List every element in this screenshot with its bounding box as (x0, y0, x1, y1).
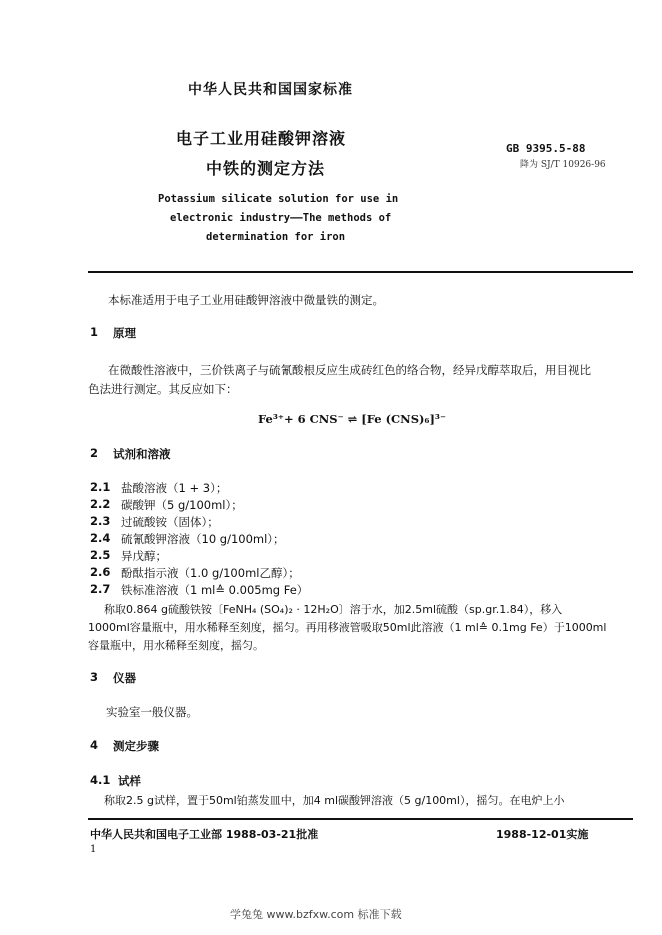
reagent-text: 碳酸钾（5 g/100ml）； (121, 498, 243, 512)
reagent-number: 2.2 (90, 497, 111, 511)
iron-standard-prep-line2: 1000ml容量瓶中，用水稀释至刻度，摇匀。再用移液管吸取50ml此溶液（1 ml≙ 0.1mg Fe）于1000ml (88, 621, 607, 634)
english-title-line1: Potassium silicate solution for use in (158, 193, 399, 205)
reagent-number: 2.1 (90, 480, 111, 494)
reagent-text: 铁标准溶液（1 ml≙ 0.005mg Fe） (121, 583, 309, 597)
footer-divider (88, 818, 633, 820)
subsection-4-1-title: 试样 (118, 774, 141, 788)
reagent-text: 异戊醇； (121, 549, 167, 563)
reagent-text: 过硫酸铵（固体）； (121, 515, 219, 529)
reagent-text: 硫氰酸钾溶液（10 g/100ml）； (121, 532, 285, 546)
site-watermark: 学兔兔 www.bzfxw.com 标准下载 (230, 908, 402, 921)
apparatus-text: 实验室一般仪器。 (106, 705, 198, 719)
section-4-title: 测定步骤 (113, 739, 159, 753)
scope-statement: 本标准适用于电子工业用硅酸钾溶液中微量铁的测定。 (108, 293, 384, 307)
section-2-number: 2 (90, 446, 99, 460)
reagent-number: 2.4 (90, 531, 111, 545)
standard-number: GB 9395.5-88 (506, 142, 586, 155)
iron-standard-prep-line3: 容量瓶中，用水稀释至刻度，摇匀。 (88, 639, 264, 652)
reagent-number: 2.6 (90, 565, 111, 579)
sample-prep-line1: 称取2.5 g试样，置于50ml铂蒸发皿中，加4 ml碳酸钾溶液（5 g/100ml），摇匀。在电炉上小 (104, 794, 565, 807)
reagent-number: 2.5 (90, 548, 111, 562)
reaction-equation: Fe³⁺+ 6 CNS⁻ ⇌ [Fe (CNS)₆]³⁻ (258, 412, 447, 426)
document-title-line2: 中铁的测定方法 (206, 159, 326, 178)
section-4-number: 4 (90, 738, 99, 752)
subsection-4-1-number: 4.1 (90, 773, 111, 787)
section-1-number: 1 (90, 325, 99, 339)
page-number: 1 (90, 844, 97, 855)
reagent-number: 2.7 (90, 582, 111, 596)
approval-line: 中华人民共和国电子工业部 1988-03-21批准 (90, 828, 319, 841)
section-1-title: 原理 (113, 326, 136, 340)
section-2-title: 试剂和溶液 (113, 447, 171, 461)
section-1-paragraph-line2: 色法进行测定。其反应如下： (88, 382, 238, 396)
document-title-line1: 电子工业用硅酸钾溶液 (176, 129, 347, 148)
reagent-number: 2.3 (90, 514, 111, 528)
section-3-number: 3 (90, 670, 99, 684)
section-1-paragraph-line1: 在微酸性溶液中，三价铁离子与硫氰酸根反应生成砖红色的络合物，经异戊醇萃取后，用目视比 (108, 363, 591, 377)
implementation-date: 1988-12-01实施 (496, 828, 589, 841)
english-title-line2: electronic industry——The methods of (170, 212, 392, 224)
iron-standard-prep-line1: 称取0.864 g硫酸铁铵〔FeNH₄ (SO₄)₂ · 12H₂O〕溶于水，加2.5ml硫酸（sp.gr.1.84），移入 (104, 603, 563, 616)
header-divider (88, 271, 633, 273)
section-3-title: 仪器 (113, 671, 136, 685)
standard-replacement-note: 降为 SJ/T 10926-96 (520, 160, 606, 170)
reagent-text: 盐酸溶液（1 + 3）； (121, 481, 228, 495)
english-title-line3: determination for iron (206, 231, 346, 243)
issuing-organization: 中华人民共和国国家标准 (188, 82, 353, 98)
reagent-text: 酚酞指示液（1.0 g/100ml乙醇）； (121, 566, 300, 580)
